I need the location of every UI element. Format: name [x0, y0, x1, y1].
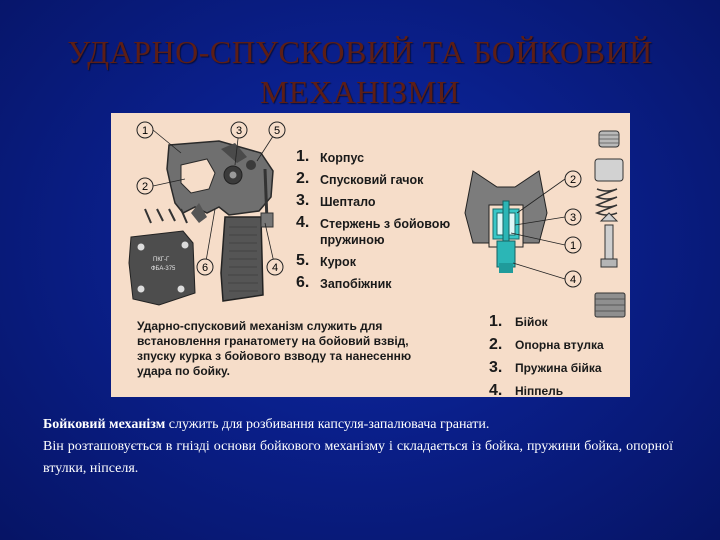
trigger-callout-1: [137, 122, 153, 138]
exploded-parts-illustration: [595, 131, 625, 317]
mechanism-part-item: [296, 170, 466, 192]
mechanism-part-number: 5.: [296, 252, 310, 269]
firing-callout-1: [565, 237, 581, 253]
firing-part-number: 3.: [489, 359, 503, 376]
mechanism-part-item: [296, 192, 466, 214]
mechanism-part-item: [296, 274, 466, 296]
svg-text:3: 3: [569, 212, 577, 224]
mechanism-part-label: Шептало: [320, 195, 376, 209]
trigger-mechanism-description: Ударно-спусковий механізм служить для встановлення гранатомету на бойовий взвід, зпуску курка з бойового взводу та нанесенню удара по бойку.: [137, 319, 412, 378]
diagram-panel: [111, 113, 630, 397]
trigger-callout-3: [231, 122, 247, 138]
firing-part-item: [489, 313, 629, 336]
firing-part-item: [489, 382, 629, 405]
caption-line-2: Він розташовується в гнізді основи бойкового механізму і складається із бойка, пружини бойка, опорної втулки, ніпселя.: [43, 439, 673, 476]
firing-part-number: 2.: [489, 336, 503, 353]
firing-part-label: Опорна втулка: [515, 338, 604, 352]
svg-text:6: 6: [201, 262, 209, 274]
svg-text:1: 1: [569, 240, 577, 252]
firing-part-label: Ніппель: [515, 384, 564, 398]
firing-part-item: [489, 359, 629, 382]
svg-text:2: 2: [569, 174, 577, 186]
trigger-callout-6: [197, 259, 213, 275]
mechanism-part-item: [296, 214, 466, 252]
mechanism-part-label: Запобіжник: [320, 277, 392, 291]
trigger-callout-4: [267, 259, 283, 275]
mechanism-part-label: Спусковий гачок: [320, 173, 424, 187]
firing-part-item: [489, 336, 629, 359]
svg-text:2: 2: [141, 181, 149, 193]
firing-part-number: 1.: [489, 313, 503, 330]
mechanism-part-number: 6.: [296, 274, 310, 291]
trigger-callout-5: [269, 122, 285, 138]
caption-line-1: служить для розбивання капсуля-запалювача гранати.: [165, 417, 490, 432]
svg-text:4: 4: [271, 262, 279, 274]
caption-text: [43, 414, 673, 480]
mechanism-part-label: Корпус: [320, 151, 365, 165]
slide-title: [20, 32, 700, 112]
plate-label-1: ПКГ-Г: [153, 257, 170, 263]
firing-part-label: Пружина бійка: [515, 361, 602, 375]
svg-text:4: 4: [569, 274, 577, 286]
mechanism-part-item: [296, 148, 466, 170]
firing-callout-4: [565, 271, 581, 287]
mechanism-part-item: [296, 252, 466, 274]
mechanism-part-number: 1.: [296, 148, 310, 165]
firing-part-label: Бійок: [515, 315, 548, 329]
firing-callout-3: [565, 209, 581, 225]
svg-text:1: 1: [141, 125, 149, 137]
mechanism-part-number: 3.: [296, 192, 310, 209]
mechanism-part-number: 2.: [296, 170, 310, 187]
trigger-callout-2: [137, 178, 153, 194]
firing-parts-list: [489, 313, 629, 405]
mechanism-part-label: Стержень з бойовою пружиною: [320, 217, 451, 247]
firing-part-number: 4.: [489, 382, 503, 399]
plate-label-2: ФБА-375: [151, 266, 176, 272]
side-plate-illustration: [129, 231, 195, 305]
svg-text:5: 5: [273, 125, 281, 137]
mechanism-parts-list: [296, 148, 466, 296]
mechanism-part-label: Курок: [320, 255, 356, 269]
caption-bold-term: Бойковий механізм: [43, 417, 166, 432]
svg-text:3: 3: [235, 125, 243, 137]
slide-title-line-1: УДАРНО-СПУСКОВИЙ ТА БОЙКОВИЙ: [67, 34, 653, 70]
mechanism-part-number: 4.: [296, 214, 310, 231]
firing-callout-markers: [565, 171, 581, 287]
slide-title-line-2: МЕХАНІЗМИ: [259, 74, 461, 110]
firing-callout-2: [565, 171, 581, 187]
